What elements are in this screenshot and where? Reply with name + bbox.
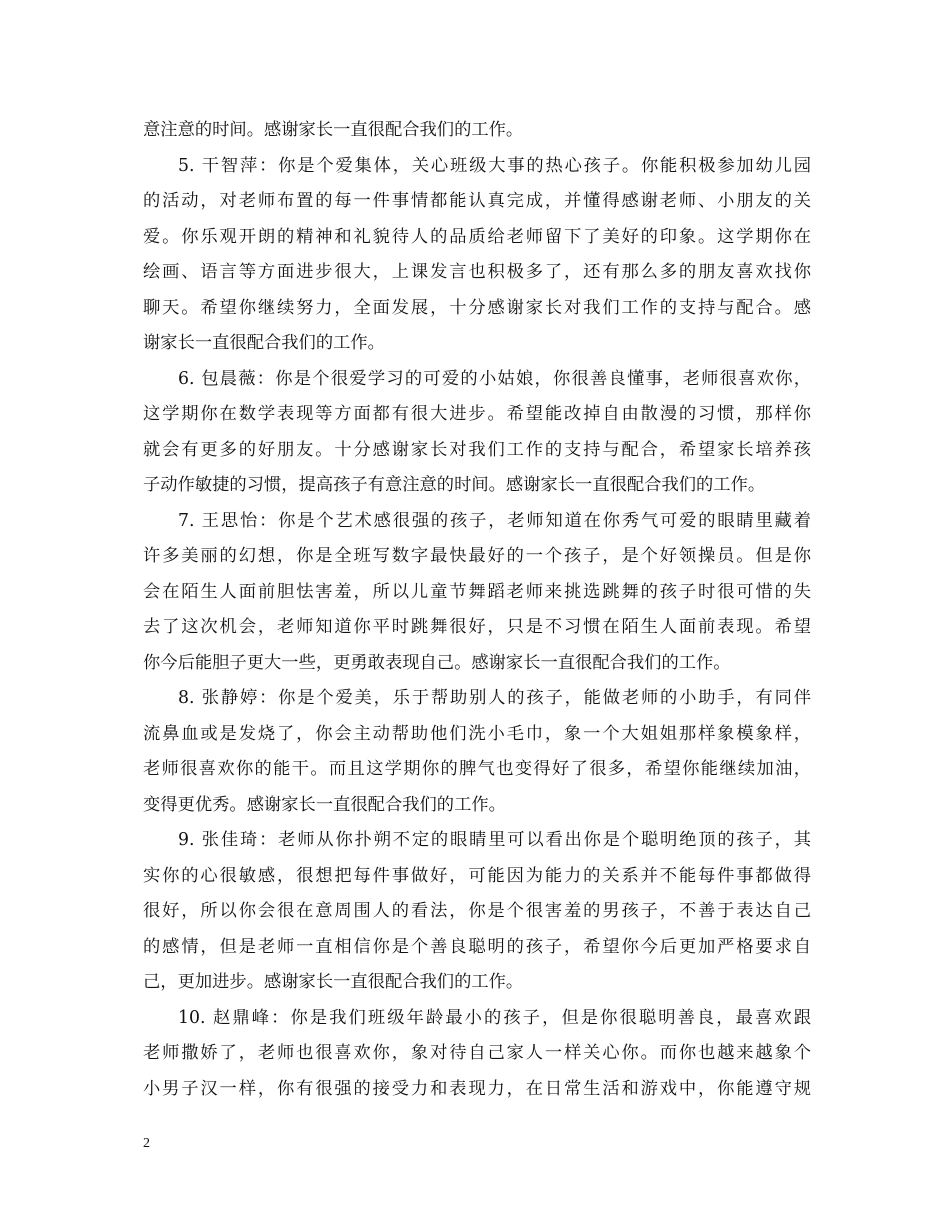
paragraph xyxy=(143,504,811,682)
paragraph xyxy=(143,1001,811,1108)
paragraph xyxy=(143,681,811,823)
text-line: 己，更加进步。感谢家长一直很配合我们的工作。 xyxy=(143,972,524,992)
text-line: 这学期你在数学表现等方面都有很大进步。希望能改掉自由散漫的习惯，那样你 xyxy=(143,404,811,424)
text-line: 谢家长一直很配合我们的工作。 xyxy=(143,333,385,353)
page-number: 2 xyxy=(143,1136,150,1151)
paragraph xyxy=(143,823,811,1001)
text-line: 实你的心很敏感，很想把每件事做好，可能因为能力的关系并不能每件事都做得 xyxy=(143,865,811,886)
text-line: 子动作敏捷的习惯，提高孩子有意注意的时间。感谢家长一直很配合我们的工作。 xyxy=(143,475,766,495)
text-line: 绘画、语言等方面进步很大，上课发言也积极多了，还有那么多的朋友喜欢找你 xyxy=(143,262,811,282)
text-line: 10. 赵鼎峰：你是我们班级年龄最小的孩子，但是你很聪明善良，最喜欢跟 xyxy=(178,1007,811,1028)
text-line: 8. 张静婷：你是个爱美，乐于帮助别人的孩子，能做老师的小助手，有同伴 xyxy=(178,688,811,708)
paragraph xyxy=(143,362,811,504)
text-line: 聊天。希望你继续努力，全面发展，十分感谢家长对我们工作的支持与配合。感 xyxy=(143,297,811,318)
text-line: 你今后能胆子更大一些，更勇敢表现自己。感谢家长一直很配合我们的工作。 xyxy=(143,652,731,673)
text-line: 意注意的时间。感谢家长一直很配合我们的工作。 xyxy=(143,120,524,140)
paragraph xyxy=(143,149,811,362)
text-line: 爱。你乐观开朗的精神和礼貌待人的品质给老师留下了美好的印象。这学期你在 xyxy=(143,226,811,247)
text-line: 去了这次机会，老师知道你平时跳舞很好，只是不习惯在陌生人面前表现。希望 xyxy=(143,617,811,637)
text-line: 老师很喜欢你的能干。而且这学期你的脾气也变得好了很多，希望你能继续加油， xyxy=(143,759,811,779)
text-line: 小男子汉一样，你有很强的接受力和表现力，在日常生活和游戏中，你能遵守规 xyxy=(143,1078,811,1099)
text-line: 变得更优秀。感谢家长一直很配合我们的工作。 xyxy=(143,794,506,815)
text-line: 7. 王思怡：你是个艺术感很强的孩子，老师知道在你秀气可爱的眼睛里藏着 xyxy=(178,510,811,531)
text-line: 6. 包晨薇：你是个很爱学习的可爱的小姑娘，你很善良懂事，老师很喜欢你， xyxy=(178,368,811,389)
text-line: 5. 干智萍：你是个爱集体，关心班级大事的热心孩子。你能积极参加幼儿园 xyxy=(178,155,811,176)
text-line: 会在陌生人面前胆怯害羞，所以儿童节舞蹈老师来挑选跳舞的孩子时很可惜的失 xyxy=(143,581,811,602)
text-line: 很好，所以你会很在意周围人的看法，你是个很害羞的男孩子，不善于表达自己 xyxy=(143,901,811,921)
text-line: 的感情，但是老师一直相信你是个善良聪明的孩子，希望你今后更加严格要求自 xyxy=(143,936,811,957)
document-body xyxy=(143,113,811,1107)
text-line: 9. 张佳琦：老师从你扑朔不定的眼睛里可以看出你是个聪明绝顶的孩子，其 xyxy=(178,830,811,850)
text-line: 老师撒娇了，老师也很喜欢你，象对待自己家人一样关心你。而你也越来越象个 xyxy=(143,1043,811,1063)
text-line: 就会有更多的好朋友。十分感谢家长对我们工作的支持与配合，希望家长培养孩 xyxy=(143,439,811,460)
text-line: 流鼻血或是发烧了，你会主动帮助他们洗小毛巾，象一个大姐姐那样象模象样， xyxy=(143,723,811,744)
text-line: 的活动，对老师布置的每一件事情都能认真完成，并懂得感谢老师、小朋友的关 xyxy=(143,191,811,211)
text-line: 许多美丽的幻想，你是全班写数字最快最好的一个孩子，是个好领操员。但是你 xyxy=(143,546,811,566)
paragraph xyxy=(143,113,811,149)
